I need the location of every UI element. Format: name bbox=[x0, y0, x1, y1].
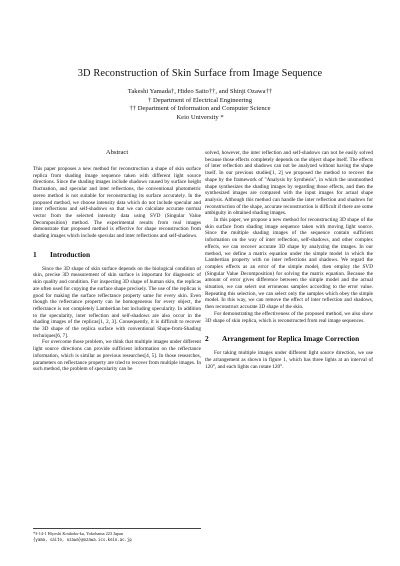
section-title: Arrangement for Replica Image Correction bbox=[222, 334, 360, 344]
left-column bbox=[33, 148, 201, 373]
right-paragraph-2: In this paper, we propose a new method for reconstructing 3D shape of the skin surface from shading image sequence taken with moving light source. Since the multiple shading images of the sequence contain sufficient information on the way of inter reflection, self-shadows, and other complex effects, we can recover accurate 3D shape by analyzing the images. In our method, we define a matrix equation under the simple model in which the Lambertian property with no inter reflections and shadows. We regard the complex effects as an error of the simple model, then employ the SVD (Singular Value Decomposition) for solving the matrix equation. Because the amount of error gives difference between the simple model and the actual situation, we can select out erroneous samples according to the error value. Repeating this selection, we can select only the samples which obey the simple model. In this way, we can remove the effect of inter reflection and shadows, then reconstruct accurate 3D shape of the skin. bbox=[205, 217, 373, 311]
section-number: 2 bbox=[205, 334, 209, 344]
right-column bbox=[205, 150, 373, 370]
arrangement-paragraph-1: For taking multiple images under different light source direction, we use the arrangement as shown in figure 1, which has three lights at an interval of 120°, and each lights can rotate 120°. bbox=[205, 350, 373, 370]
abstract-heading: Abstract bbox=[105, 149, 129, 156]
footnote-address: *3-14-1 Hiyoshi Kouhoku-ku, Yokohama 223 Japan bbox=[33, 531, 123, 536]
affiliation-university: Keio University * bbox=[176, 113, 224, 121]
section-heading-arrangement bbox=[205, 334, 373, 343]
section-number: 1 bbox=[33, 249, 37, 259]
right-paragraph-1: solved, however, the inter reflection and self-shadows can not be easily solved because those effects completely depends on the object shape itself. The effects of inter reflection and shadows can not be analyzed without having the shape itself. In our previous studies[1, 2] we proposed the method to recover the shape by the framework of "Analysis by Synthesis", in which the unsmoothed shape synthesizes the shading images by regarding those effects, and then the synthesized images are compared with the input images for actual shape analysis. Although this method can handle the inter reflection and shadows for reconstruction of the shape, accurate reconstruction is difficult if there are some ambiguity in obtained shading images. bbox=[205, 150, 373, 217]
footnote bbox=[33, 528, 201, 542]
intro-paragraph-2: For overcome those problem, we think that multiple images under different light source directions can provide sufficient information on the reflectance information, which is similar as previous researches[4, 5]. In those researches, parameters on reflectance property are tried to recover from multiple images. In such method, the problem of specularity can be bbox=[33, 339, 201, 373]
intro-paragraph-1: Since the 3D shape of skin surface depends on the biological condition of skin, precise 3D measurement of skin surface is important for diagnostic of skin quality and condition. For inspecting 3D shape of human skin, the replicas are often used for copying the surface shape precisely. The use of the replicas is good for making the surface reflectance property same for every skin. Even though the reflectance property can be homogeneous for every object, the reflectance is not completely Lambertian but including specularity. In addition to the specularity, inter reflection and self-shadows are also occur in the shading images of the replicas[1, 2, 3]. Consequently, it is difficult to recover the 3D shape of the replica surface with conventional Shape-from-Shading techniques[6, 7]. bbox=[33, 265, 201, 339]
affiliation-ee: † Department of Electrical Engineering bbox=[148, 96, 252, 104]
abstract-text: This paper proposes a new method for reconstruction a shape of skin surface replica from shading image sequence taken with different light source directions. Since the shading images include shadows caused by surface height fluctuation, and specular and inter reflections, the conventional photometric stereo method is not suitable for reconstructing its surface accurately. In the proposed method, we choose intensity data which do not include specular and inter reflections and self-shadows so that we can calculate accurate normal vector from the selected intensity data using SVD (Singular Value Decomposition) method. The experimental results from real images demonstrate that proposed method is effective for shape reconstruction from shading images which include specular and inter reflections and self-shadows. bbox=[33, 166, 201, 240]
right-paragraph-3: For demonstrating the effectiveness of the proposed method, we also show 3D shape of skin replica, which is reconstructed from real image sequences. bbox=[205, 310, 373, 324]
author-names: Takeshi Yamada†, Hideo Saito††, and Shinji Ozawa†† bbox=[127, 88, 273, 95]
section-heading-introduction bbox=[33, 250, 201, 259]
affiliation-ics: †† Department of Information and Computer Science bbox=[129, 105, 271, 113]
section-title: Introduction bbox=[50, 249, 91, 259]
paper-title: 3D Reconstruction of Skin Surface from Image Sequence bbox=[77, 68, 323, 79]
author-block bbox=[0, 88, 400, 122]
footnote-email: {yama, saito, ozawa}@ozawa.ics.keio.ac.jp bbox=[33, 536, 132, 542]
